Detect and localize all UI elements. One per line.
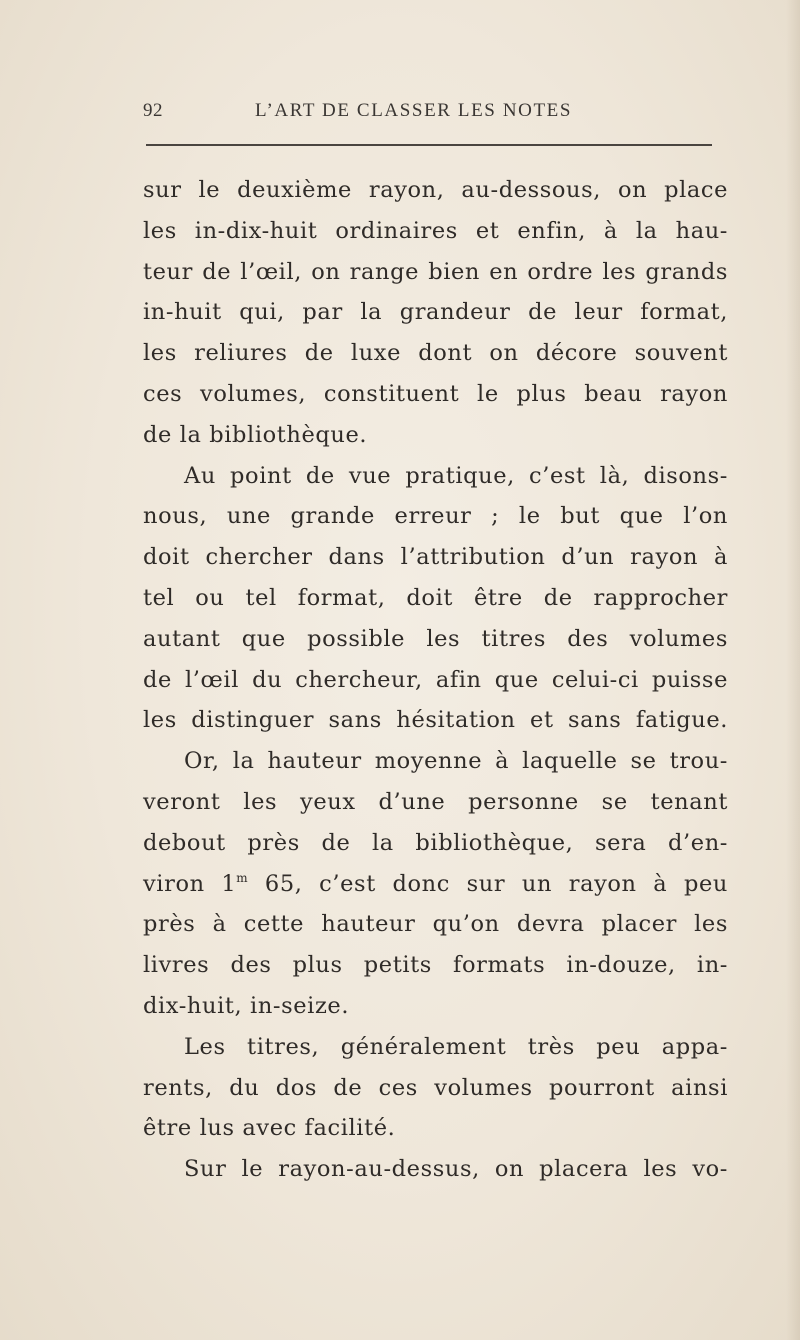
unit-superscript: m [236, 870, 249, 885]
header-rule [146, 144, 712, 146]
text-line: Or, la hauteur moyenne à laquelle se trou- [184, 748, 728, 775]
text-line: Les titres, généralement très peu appa- [184, 1033, 728, 1060]
text-line: teur de l’œil, on range bien en ordre les grands [143, 258, 728, 285]
text-line: in-huit qui, par la grandeur de leur format, [143, 299, 728, 326]
text-fragment: 65, c’est donc sur un rayon à peu [248, 870, 728, 897]
running-title: L’ART DE CLASSER LES NOTES [255, 100, 573, 121]
text-line: les reliures de luxe dont on décore souvent [143, 340, 728, 367]
text-line: de la bibliothèque. [143, 421, 368, 448]
page-edge-shadow [786, 0, 800, 1340]
text-line: sur le deuxième rayon, au-dessous, on place [143, 177, 728, 203]
text-line: près à cette hauteur qu’on devra placer les [143, 911, 728, 938]
text-line: Au point de vue pratique, c’est là, disons- [184, 462, 728, 489]
text-line: être lus avec facilité. [143, 1115, 396, 1142]
text-line: autant que possible les titres des volumes [143, 625, 728, 652]
text-line: ces volumes, constituent le plus beau rayon [143, 380, 728, 407]
body-text [143, 170, 728, 1190]
text-line: tel ou tel format, doit être de rapprocher [143, 584, 728, 611]
text-line: doit chercher dans l’attribution d’un rayon à [143, 544, 728, 571]
text-line: nous, une grande erreur ; le but que l’on [143, 503, 728, 530]
page-number: 92 [143, 100, 163, 121]
text-line: Sur le rayon-au-dessus, on placera les vo- [184, 1156, 728, 1183]
text-line: les distinguer sans hésitation et sans fatigue. [143, 707, 728, 734]
text-fragment: viron 1 [143, 870, 237, 897]
text-line: livres des plus petits formats in-douze, in- [143, 952, 728, 979]
text-line: veront les yeux d’une personne se tenant [143, 788, 728, 815]
text-line: les in-dix-huit ordinaires et enfin, à la hau- [143, 217, 728, 244]
text-line: de l’œil du chercheur, afin que celui-ci puisse [143, 666, 728, 693]
text-line [143, 864, 728, 905]
text-line: debout près de la bibliothèque, sera d’en- [143, 829, 728, 856]
text-line: dix-huit, in-seize. [143, 992, 350, 1019]
text-line: rents, du dos de ces volumes pourront ainsi [143, 1074, 728, 1101]
running-header [143, 100, 713, 130]
